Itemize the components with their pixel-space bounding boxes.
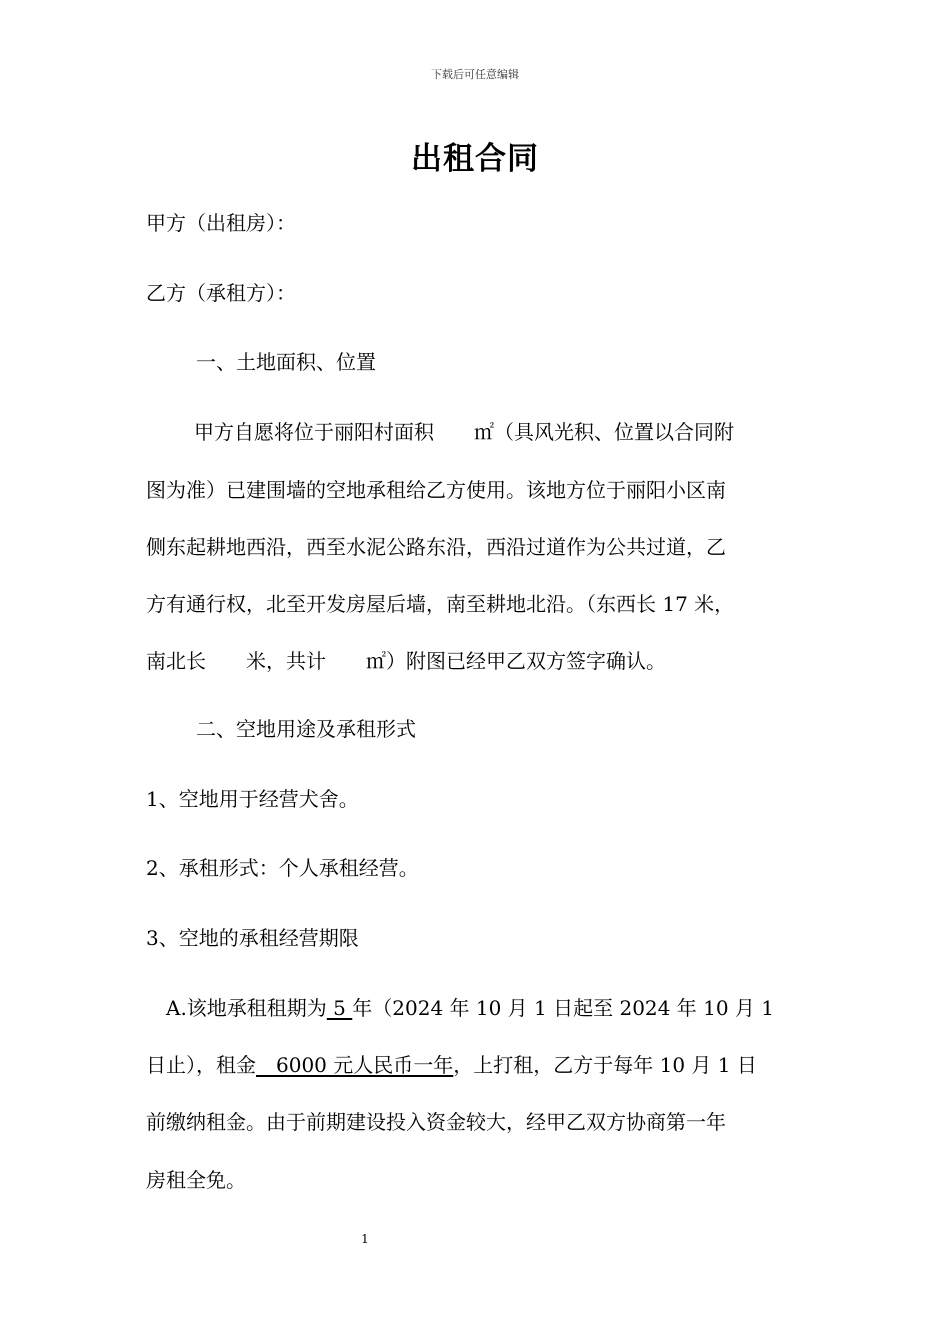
clause-a-term-suffix: 年（2024 年 10 月 1 日起至 2024 年 10 月 1 (352, 996, 774, 1020)
section1-heading: 一、土地面积、位置 (196, 350, 376, 374)
list-item-1: 1、空地用于经营犬舍。 (146, 787, 359, 811)
list-item-2: 2、承租形式：个人承租经营。 (146, 856, 419, 880)
clause-a-rent-prefix: 日止），租金 (146, 1053, 256, 1077)
clause-a-line-2 (146, 1050, 757, 1080)
clause-a-term-prefix: A.该地承租租期为 (166, 996, 327, 1020)
clause-a-rent-suffix: ，上打租，乙方于每年 10 月 1 日 (453, 1053, 757, 1077)
section1-paragraph-line: 侧东起耕地西沿，西至水泥公路东沿，西沿过道作为公共过道，乙 (146, 535, 726, 559)
section1-paragraph-line: 甲方自愿将位于丽阳村面积 ㎡（具风光积、位置以合同附 (194, 420, 734, 444)
section1-paragraph-line: 图为准）已建围墙的空地承租给乙方使用。该地方位于丽阳小区南 (146, 478, 726, 502)
section1-paragraph-line: 方有通行权，北至开发房屋后墙，南至耕地北沿。（东西长 17 米， (146, 592, 735, 616)
clause-a-line-4: 房租全免。 (146, 1168, 246, 1192)
party-b-line: 乙方（承租方）： (146, 281, 296, 305)
party-a-line: 甲方（出租房）： (146, 211, 296, 235)
header-note: 下载后可任意编辑 (431, 68, 519, 81)
list-item-3: 3、空地的承租经营期限 (146, 926, 359, 950)
lease-years-field: 5 (326, 996, 353, 1020)
rent-amount-field: 6000 元人民币一年 (256, 1053, 454, 1077)
document-title: 出租合同 (411, 141, 539, 177)
clause-a-line-1 (166, 993, 774, 1023)
section2-heading: 二、空地用途及承租形式 (196, 717, 416, 741)
clause-a-line-3: 前缴纳租金。由于前期建设投入资金较大，经甲乙双方协商第一年 (146, 1110, 726, 1134)
page-number: 1 (361, 1232, 369, 1246)
section1-paragraph-line: 南北长 米，共计 ㎡）附图已经甲乙双方签字确认。 (146, 649, 666, 673)
